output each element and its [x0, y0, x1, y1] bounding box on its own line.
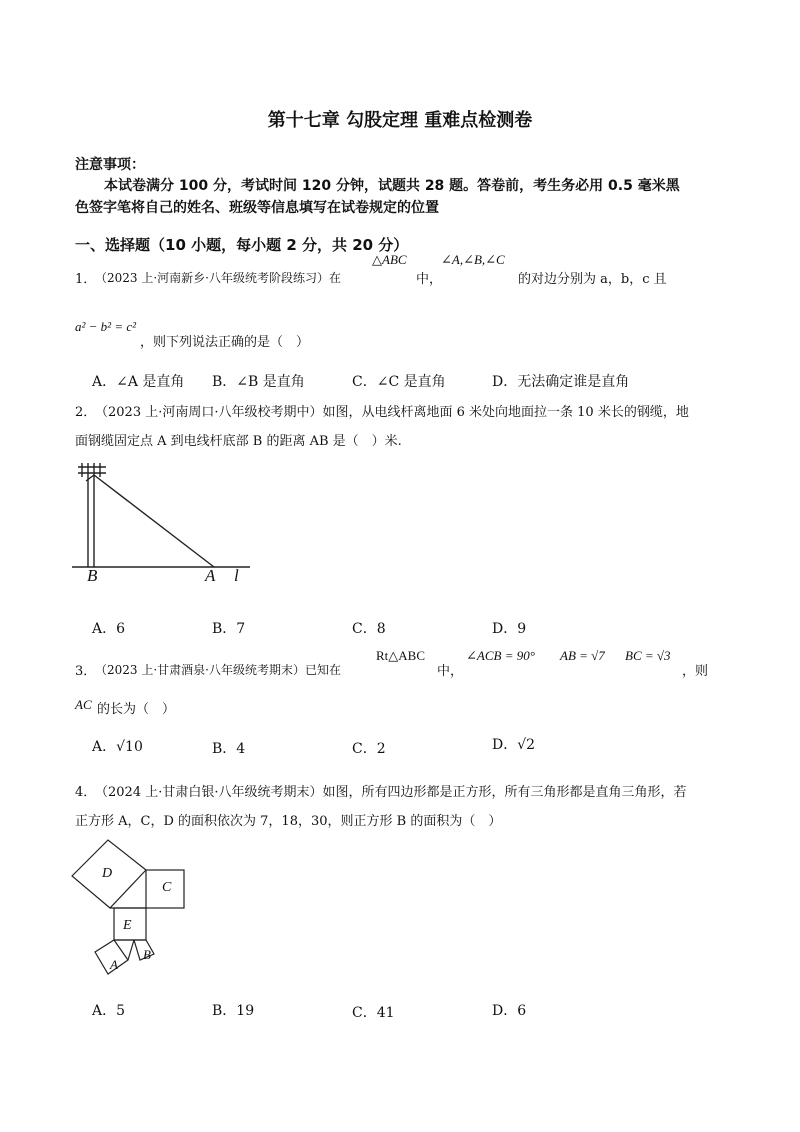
q1-triangle: △ABC	[372, 252, 407, 267]
q3-ask: 的长为（ ）	[97, 702, 176, 717]
q1-option-d[interactable]: D．无法确定谁是直角	[492, 374, 630, 390]
q4-option-c[interactable]: C．41	[352, 1005, 395, 1021]
q4-label-a: A	[110, 957, 118, 972]
q3-mid: 中，	[437, 664, 464, 679]
q3-source: （2023 上·甘肃酒泉·八年级统考期末）已知在	[95, 663, 341, 677]
q4-label-d: D	[102, 866, 113, 881]
q1-option-b[interactable]: B．∠B 是直角	[212, 374, 305, 390]
q1-option-c[interactable]: C．∠C 是直角	[352, 374, 446, 390]
q1-number: 1．	[75, 272, 97, 287]
q4-line-1: （2024 上·甘肃白银·八年级统考期末）如图，所有四边形都是正方形，所有三角形都是直角三角形，若	[95, 785, 687, 800]
q1-angles: ∠A,∠B,∠C	[441, 252, 505, 267]
page-title: 第十七章 勾股定理 重难点检测卷	[267, 110, 533, 131]
q3-angle: ∠ACB = 90°	[466, 648, 535, 663]
q3-option-d[interactable]: D．√2	[492, 737, 536, 753]
q1-source: （2023 上·河南新乡·八年级统考阶段练习）在	[95, 271, 341, 285]
q2-option-d[interactable]: D．9	[492, 621, 527, 637]
notice-heading: 注意事项：	[75, 157, 145, 173]
q4-option-d[interactable]: D．6	[492, 1003, 527, 1019]
q3-ab: AB = √7	[560, 648, 605, 663]
q3-then: ，则	[682, 664, 709, 679]
q3-bc: BC = √3	[625, 648, 671, 663]
q4-label-c: C	[162, 880, 172, 895]
q4-squares-figure	[68, 836, 192, 984]
q2-line-2: 面钢缆固定点 A 到电线杆底部 B 的距离 AB 是（ ）米.	[75, 434, 402, 449]
q1-equation: a² − b² = c²	[75, 319, 137, 334]
q3-option-a[interactable]: A．√10	[92, 739, 143, 755]
q4-label-e: E	[123, 918, 132, 933]
q4-label-b: B	[143, 947, 151, 962]
q2-option-c[interactable]: C．8	[352, 621, 386, 637]
q1-tail: 的对边分别为 a，b，c 且	[518, 272, 667, 287]
q1-option-a[interactable]: A．∠A 是直角	[92, 374, 185, 390]
q3-option-b[interactable]: B．4	[212, 741, 246, 757]
notice-line-1: 本试卷满分 100 分，考试时间 120 分钟，试题共 28 题。答卷前，考生务必用 0.5 毫米黑	[104, 178, 680, 194]
q2-number: 2．	[75, 405, 97, 420]
q2-line-1: （2023 上·河南周口·八年级校考期中）如图，从电线杆离地面 6 米处向地面拉一条 10 米长的钢缆，地	[95, 405, 689, 420]
q3-option-c[interactable]: C．2	[352, 741, 386, 757]
q4-line-2: 正方形 A，C，D 的面积依次为 7，18，30，则正方形 B 的面积为（ ）	[75, 814, 502, 829]
q1-mid: 中，	[416, 272, 443, 287]
q4-number: 4．	[75, 785, 97, 800]
section-heading: 一、选择题（10 小题，每小题 2 分，共 20 分）	[75, 236, 409, 254]
q1-ask: ，则下列说法正确的是（ ）	[140, 335, 310, 350]
notice-line-2: 色签字笔将自己的姓名、班级等信息填写在试卷规定的位置	[75, 200, 439, 216]
q2-label-b: B	[87, 566, 98, 585]
q2-option-b[interactable]: B．7	[212, 621, 246, 637]
q3-ac: AC	[75, 697, 92, 712]
cable	[94, 475, 214, 567]
q3-number: 3．	[75, 664, 97, 679]
q2-label-l: l	[234, 566, 239, 585]
q2-option-a[interactable]: A．6	[92, 621, 126, 637]
q3-triangle: Rt△ABC	[376, 648, 426, 663]
q4-option-a[interactable]: A．5	[92, 1003, 126, 1019]
q2-label-a: A	[205, 566, 216, 585]
q4-option-b[interactable]: B．19	[212, 1003, 255, 1019]
q2-pole-figure	[72, 455, 252, 590]
